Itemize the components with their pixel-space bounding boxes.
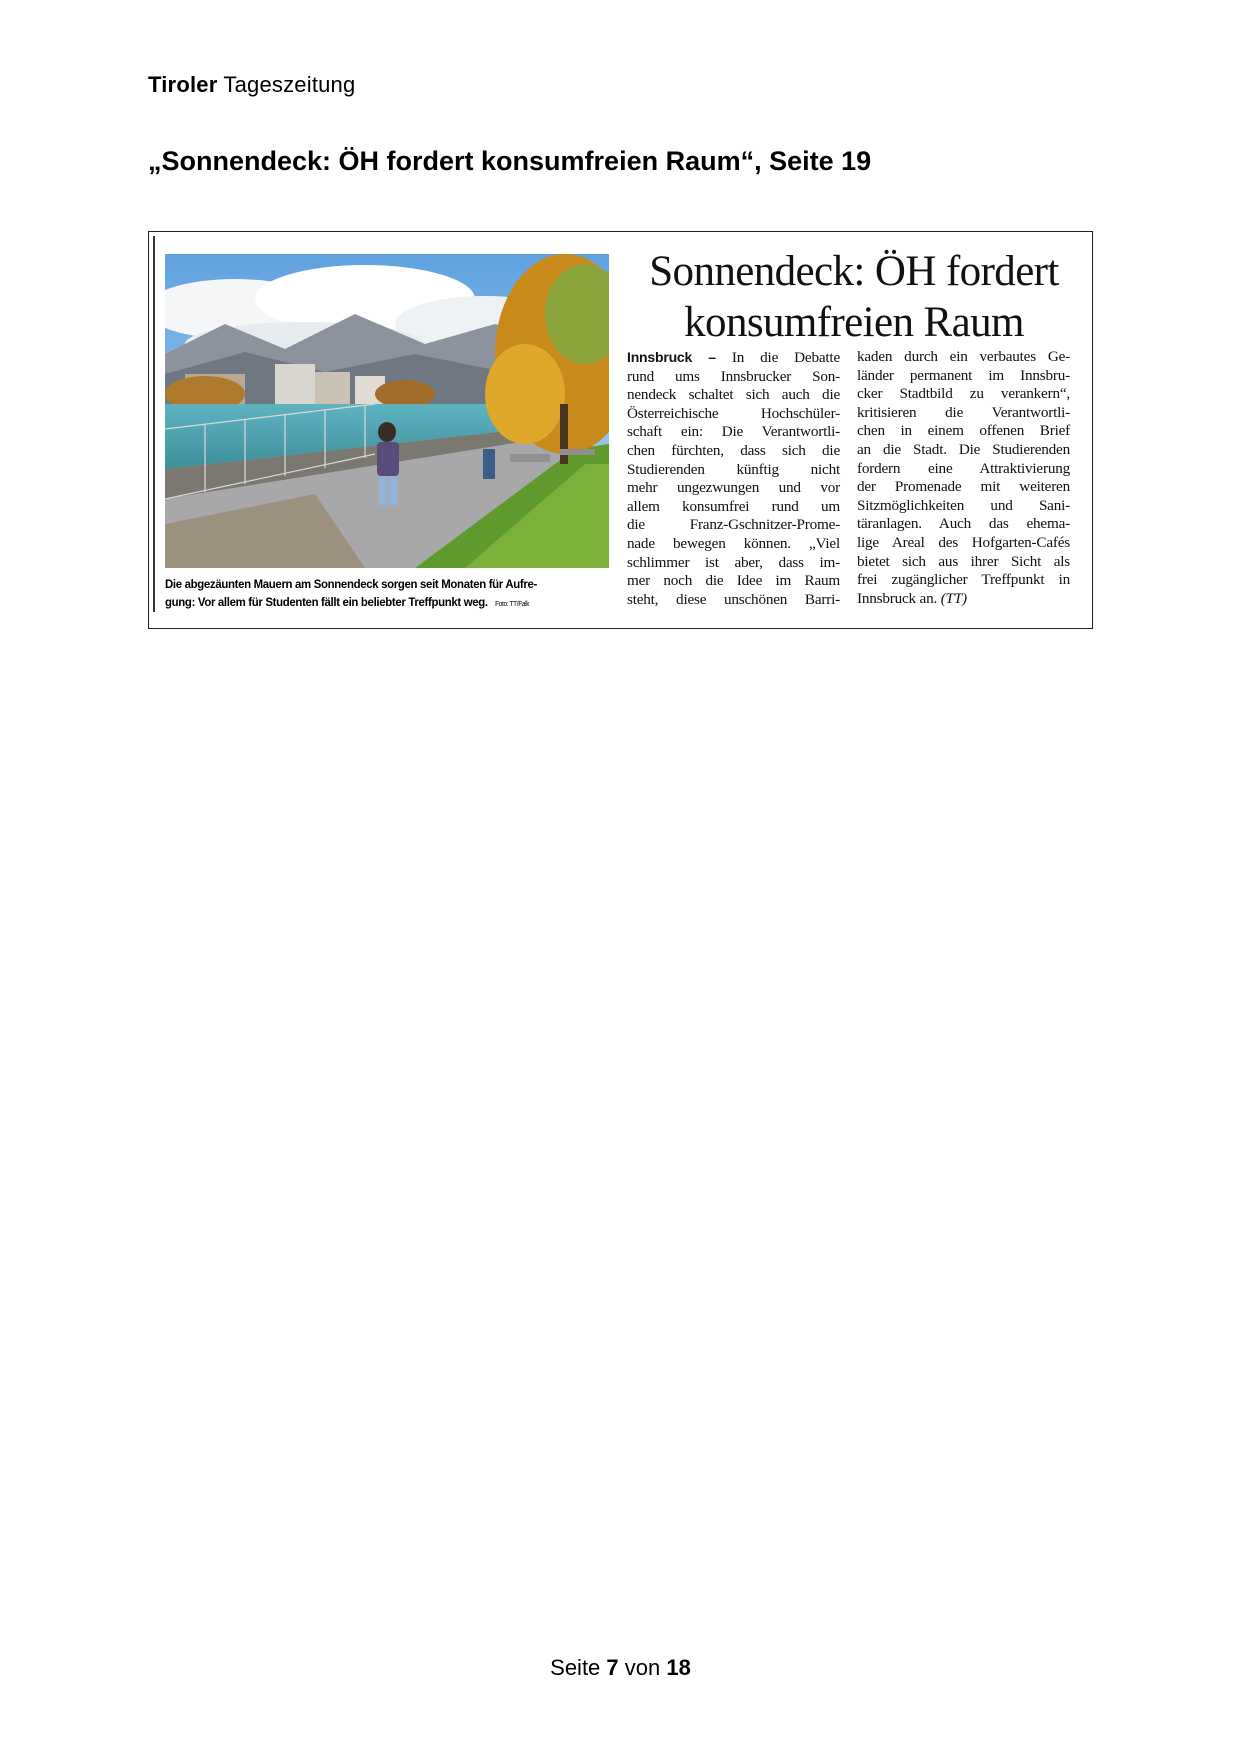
- column-line: mehr ungezwungen und vor: [627, 479, 840, 497]
- column-line: täranlagen. Auch das ehema-: [857, 515, 1070, 533]
- column-line: rund ums Innsbrucker Son-: [627, 367, 840, 385]
- column-line: schlimmer ist aber, dass im-: [627, 553, 840, 571]
- article-signature: (TT): [940, 589, 967, 607]
- column-line: lige Areal des Hofgarten-Cafés: [857, 533, 1070, 551]
- caption-line-1: Die abgezäunten Mauern am Sonnendeck sorgen seit Monaten für Aufre-: [165, 577, 537, 591]
- column-line: mer noch die Idee im Raum: [627, 572, 840, 590]
- page-headline: „Sonnendeck: ÖH fordert konsumfreien Raum“, Seite 19: [148, 146, 872, 176]
- article-title-line-1: Sonnendeck: ÖH fordert: [649, 248, 1059, 295]
- column-line: schaft ein: Die Verantwortli-: [627, 423, 840, 441]
- column-line: Studierenden künftig nicht: [627, 460, 840, 478]
- column-line: Sitzmöglichkeiten und Sani-: [857, 496, 1070, 514]
- page-number-current: 7: [606, 1655, 619, 1680]
- column-text: In die Debatte: [731, 349, 840, 366]
- column-line: kritisieren die Verantwortli-: [857, 403, 1070, 421]
- column-line: steht, diese unschönen Barri-: [627, 590, 840, 608]
- article-title-line-2: konsumfreien Raum: [684, 299, 1024, 346]
- column-line: [627, 348, 840, 368]
- article-column-1: [627, 348, 840, 609]
- newspaper-clipping: [148, 231, 1093, 629]
- column-line: chen in einem offenen Brief: [857, 422, 1070, 440]
- page-number-prefix: Seite: [550, 1655, 607, 1680]
- column-line: [857, 590, 1070, 609]
- article-dateline: Innsbruck –: [627, 349, 716, 365]
- column-line: die Franz-Gschnitzer-Prome-: [627, 516, 840, 534]
- column-line: cker Stadtbild zu verankern“,: [857, 385, 1070, 403]
- column-line: bietet sich aus ihrer Sicht als: [857, 552, 1070, 570]
- photo-caption: [165, 575, 608, 614]
- column-line: Österreichische Hochschüler-: [627, 404, 840, 422]
- column-line: allem konsumfrei rund um: [627, 497, 840, 515]
- publication-name-bold: Tiroler: [148, 72, 218, 97]
- page-number-middle: von: [618, 1655, 667, 1680]
- page-number-total: 18: [666, 1655, 691, 1680]
- column-line: an die Stadt. Die Studierenden: [857, 440, 1070, 458]
- column-line: chen fürchten, dass sich die: [627, 441, 840, 459]
- publication-name: [148, 72, 355, 98]
- article-photo: [165, 254, 609, 568]
- column-line: länder permanent im Innsbru-: [857, 366, 1070, 384]
- column-line: nade bewegen können. „Viel: [627, 534, 840, 552]
- column-line: fordern eine Attraktivierung: [857, 459, 1070, 477]
- publication-name-rest: Tageszeitung: [217, 72, 356, 97]
- photo-credit: Foto: TT/Falk: [495, 601, 530, 608]
- caption-line-2: gung: Vor allem für Studenten fällt ein beliebter Treffpunkt weg.: [165, 595, 488, 609]
- page-number: [0, 1655, 1241, 1681]
- article-title: [619, 246, 1089, 348]
- column-line: kaden durch ein verbautes Ge-: [857, 348, 1070, 365]
- column-line: nendeck schaltet sich auch die: [627, 386, 840, 404]
- column-line: der Promenade mit weiteren: [857, 478, 1070, 496]
- column-text: Innsbruck an.: [857, 589, 938, 607]
- article-column-2: [857, 348, 1070, 608]
- clipping-rule: [153, 236, 155, 612]
- column-line: frei zugänglicher Treffpunkt in: [857, 571, 1070, 589]
